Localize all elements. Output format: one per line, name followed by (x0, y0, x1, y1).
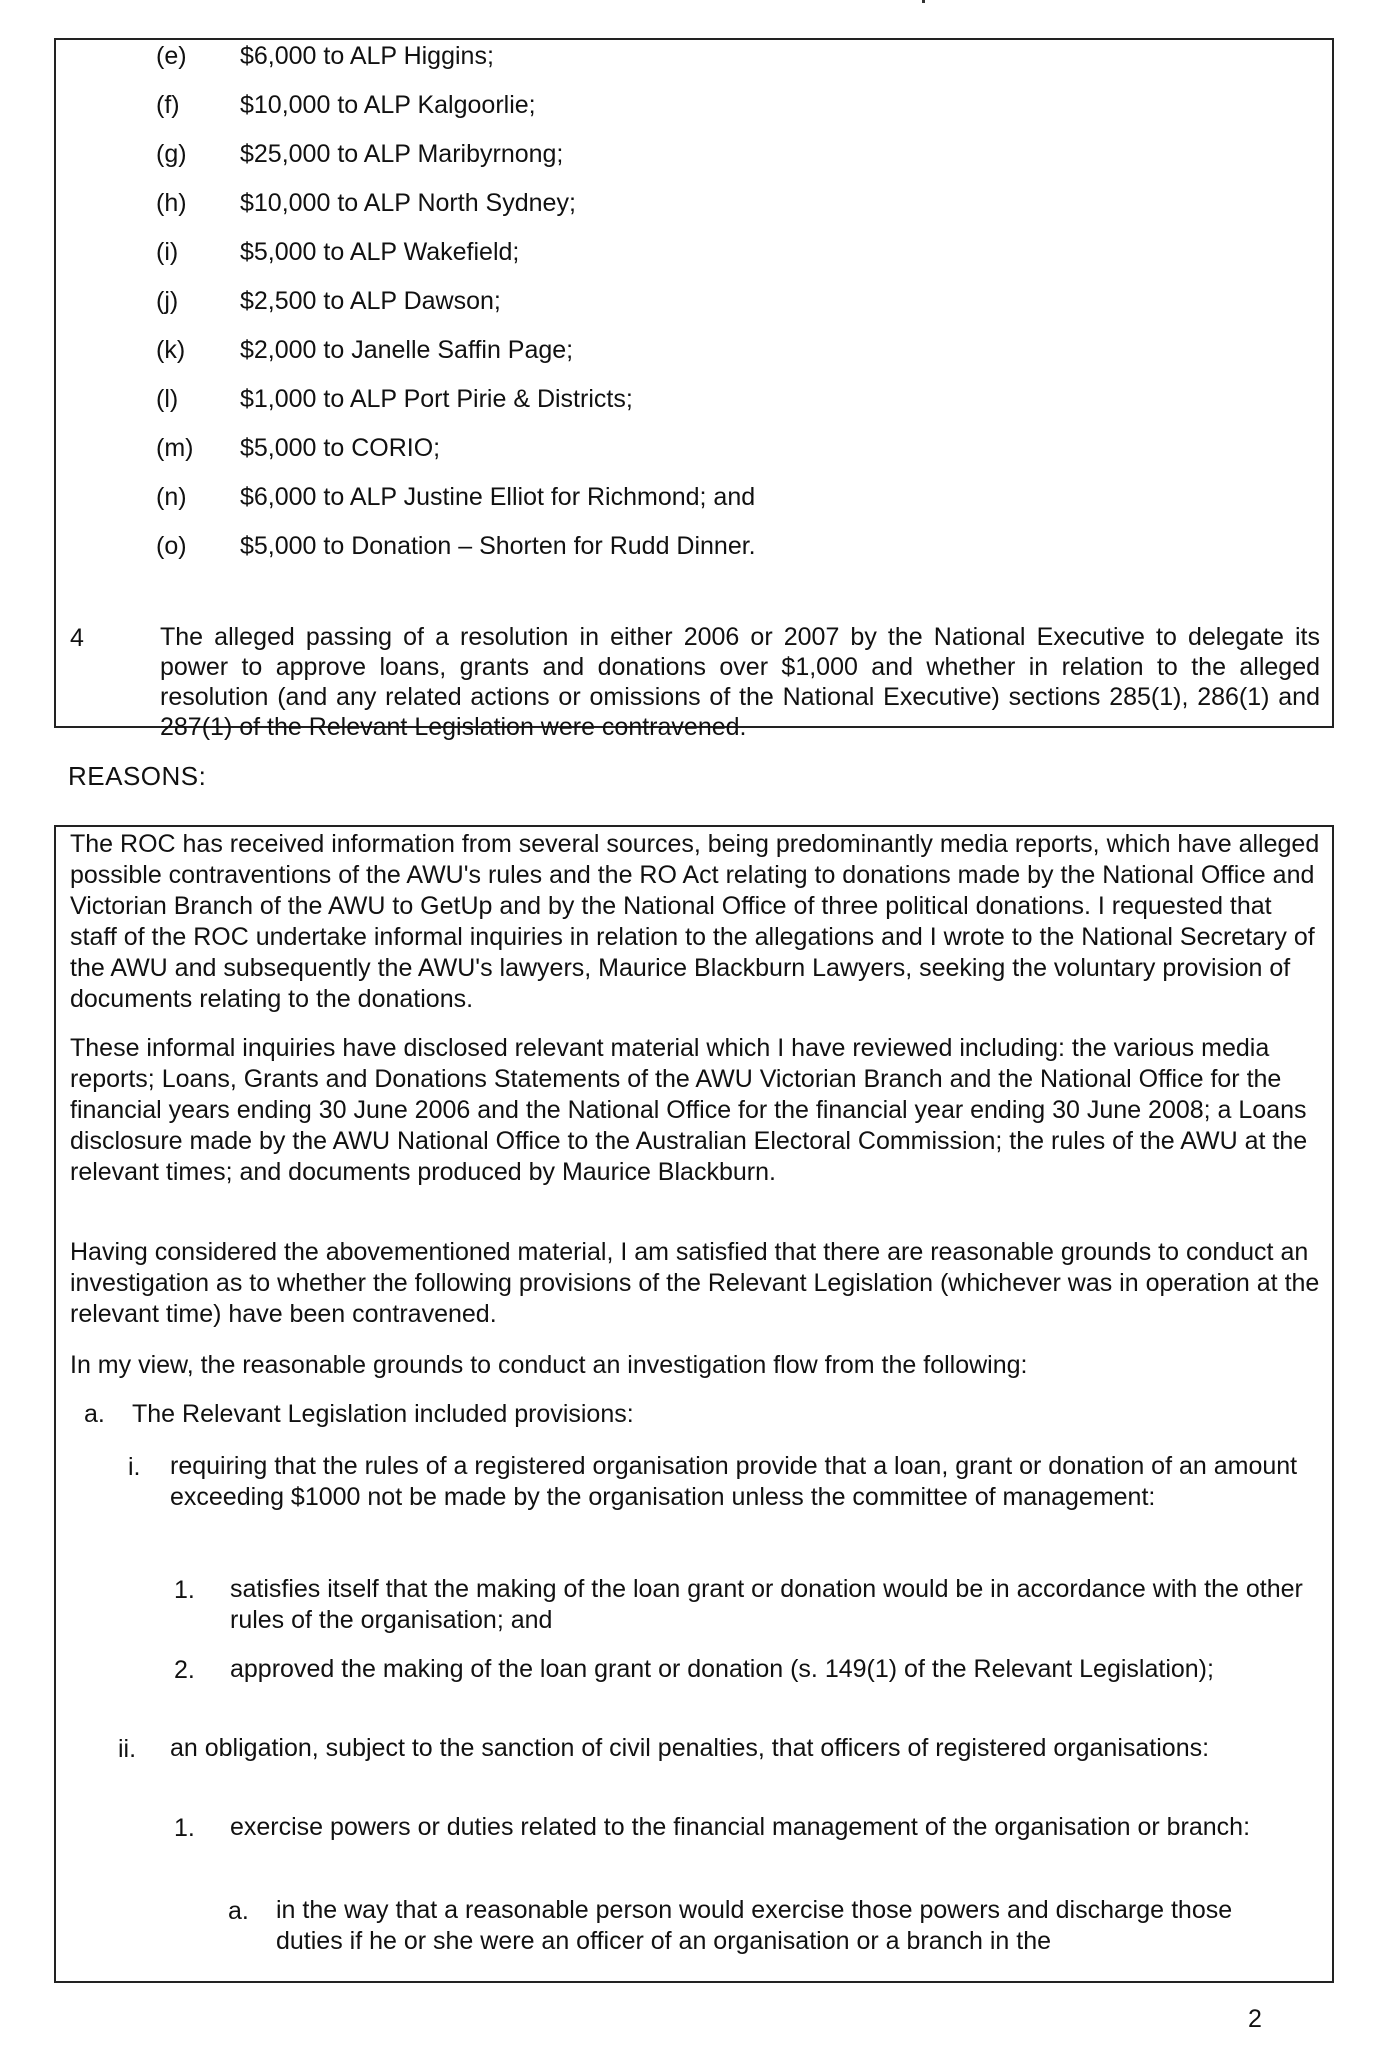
page-number: 2 (1248, 2005, 1262, 2033)
item-text: $10,000 to ALP Kalgoorlie; (240, 91, 536, 119)
sub-item-i-1-text: satisfies itself that the making of the loan grant or donation would be in accordance with the other rules of the organisation; and (230, 1575, 1303, 1634)
item-label: (o) (156, 532, 187, 560)
item-text: $2,500 to ALP Dawson; (240, 287, 501, 315)
item-text: $2,000 to Janelle Saffin Page; (240, 336, 574, 364)
scan-speck (922, 0, 925, 3)
sub-item-ii-label: ii. (118, 1735, 137, 1763)
reasons-paragraph-2: These informal inquiries have disclosed relevant material which I have reviewed including: the various media reports; Loans, Grants and Donations Statements of the AWU Victorian Branch and the National Office for the financial years ending 30 June 2006 and the National Office for the financial year ending 30 June 2008; a Loans disclosure made by the AWU National Office to the Australian Electoral Commission; the rules of the AWU at the relevant times; and documents produced by Maurice Blackburn. (70, 1034, 1308, 1186)
reasons-box (54, 825, 1334, 1983)
sub-item-i-2-text: approved the making of the loan grant or donation (s. 149(1) of the Relevant Legislation); (230, 1655, 1214, 1683)
item-text: $5,000 to Donation – Shorten for Rudd Dinner. (240, 532, 756, 560)
item-4-number: 4 (70, 624, 84, 652)
item-text: $1,000 to ALP Port Pirie & Districts; (240, 385, 633, 413)
item-label: (i) (156, 238, 179, 266)
sub-item-i-text: requiring that the rules of a registered organisation provide that a loan, grant or donation of an amount exceeding $1000 not be made by the organisation unless the committee of management: (170, 1452, 1298, 1511)
sub-item-i-1-label: 1. (174, 1576, 195, 1604)
sub-item-ii-1-label: 1. (174, 1814, 195, 1842)
item-text: $5,000 to ALP Wakefield; (240, 238, 520, 266)
item-text: $6,000 to ALP Justine Elliot for Richmond; and (240, 483, 756, 511)
sub-item-i-2-label: 2. (174, 1656, 195, 1684)
item-label: (g) (156, 140, 187, 168)
sub-item-ii-text: an obligation, subject to the sanction of civil penalties, that officers of registered organisations: (170, 1734, 1210, 1762)
item-4-text: The alleged passing of a resolution in either 2006 or 2007 by the National Executive to delegate its power to approve loans, grants and donations over $1,000 and whether in relation to the alleged resolution (and any related actions or omissions of the National Executive) sections 285(1), 286(1) and 287(1) of the Relevant Legislation were contravened. (160, 623, 1320, 741)
sub-item-a-text: The Relevant Legislation included provisions: (132, 1400, 634, 1428)
sub-item-ii-1-a-text: in the way that a reasonable person would exercise those powers and discharge those duties if he or she were an officer of an organisation or a branch in the (276, 1896, 1233, 1955)
sub-item-i-label: i. (128, 1453, 141, 1481)
item-text: $10,000 to ALP North Sydney; (240, 189, 576, 217)
item-label: (k) (156, 336, 186, 364)
reasons-paragraph-3: Having considered the abovementioned material, I am satisfied that there are reasonable grounds to conduct an investigation as to whether the following provisions of the Relevant Legislation (whichever was in operation at the relevant time) have been contravened. (70, 1238, 1320, 1328)
item-label: (f) (156, 91, 180, 119)
item-label: (n) (156, 483, 187, 511)
item-text: $25,000 to ALP Maribyrnong; (240, 140, 564, 168)
sub-item-ii-1-a-label: a. (228, 1897, 249, 1925)
item-label: (j) (156, 287, 179, 315)
item-label: (e) (156, 42, 187, 70)
item-label: (m) (156, 434, 194, 462)
sub-item-a-label: a. (84, 1400, 105, 1428)
reasons-heading: REASONS: (68, 761, 207, 791)
reasons-paragraph-4: In my view, the reasonable grounds to conduct an investigation flow from the following: (70, 1351, 1028, 1379)
item-label: (l) (156, 385, 179, 413)
item-text: $5,000 to CORIO; (240, 434, 441, 462)
sub-item-ii-1-text: exercise powers or duties related to the financial management of the organisation or branch: (230, 1813, 1251, 1841)
item-text: $6,000 to ALP Higgins; (240, 42, 494, 70)
item-label: (h) (156, 189, 187, 217)
reasons-paragraph-1: The ROC has received information from several sources, being predominantly media reports, which have alleged possible contraventions of the AWU's rules and the RO Act relating to donations made by the National Office and Victorian Branch of the AWU to GetUp and by the National Office of three political donations. I requested that staff of the ROC undertake informal inquiries in relation to the allegations and I wrote to the National Secretary of the AWU and subsequently the AWU's lawyers, Maurice Blackburn Lawyers, seeking the voluntary provision of documents relating to the donations. (70, 830, 1320, 1013)
donations-list-box (54, 38, 1334, 741)
